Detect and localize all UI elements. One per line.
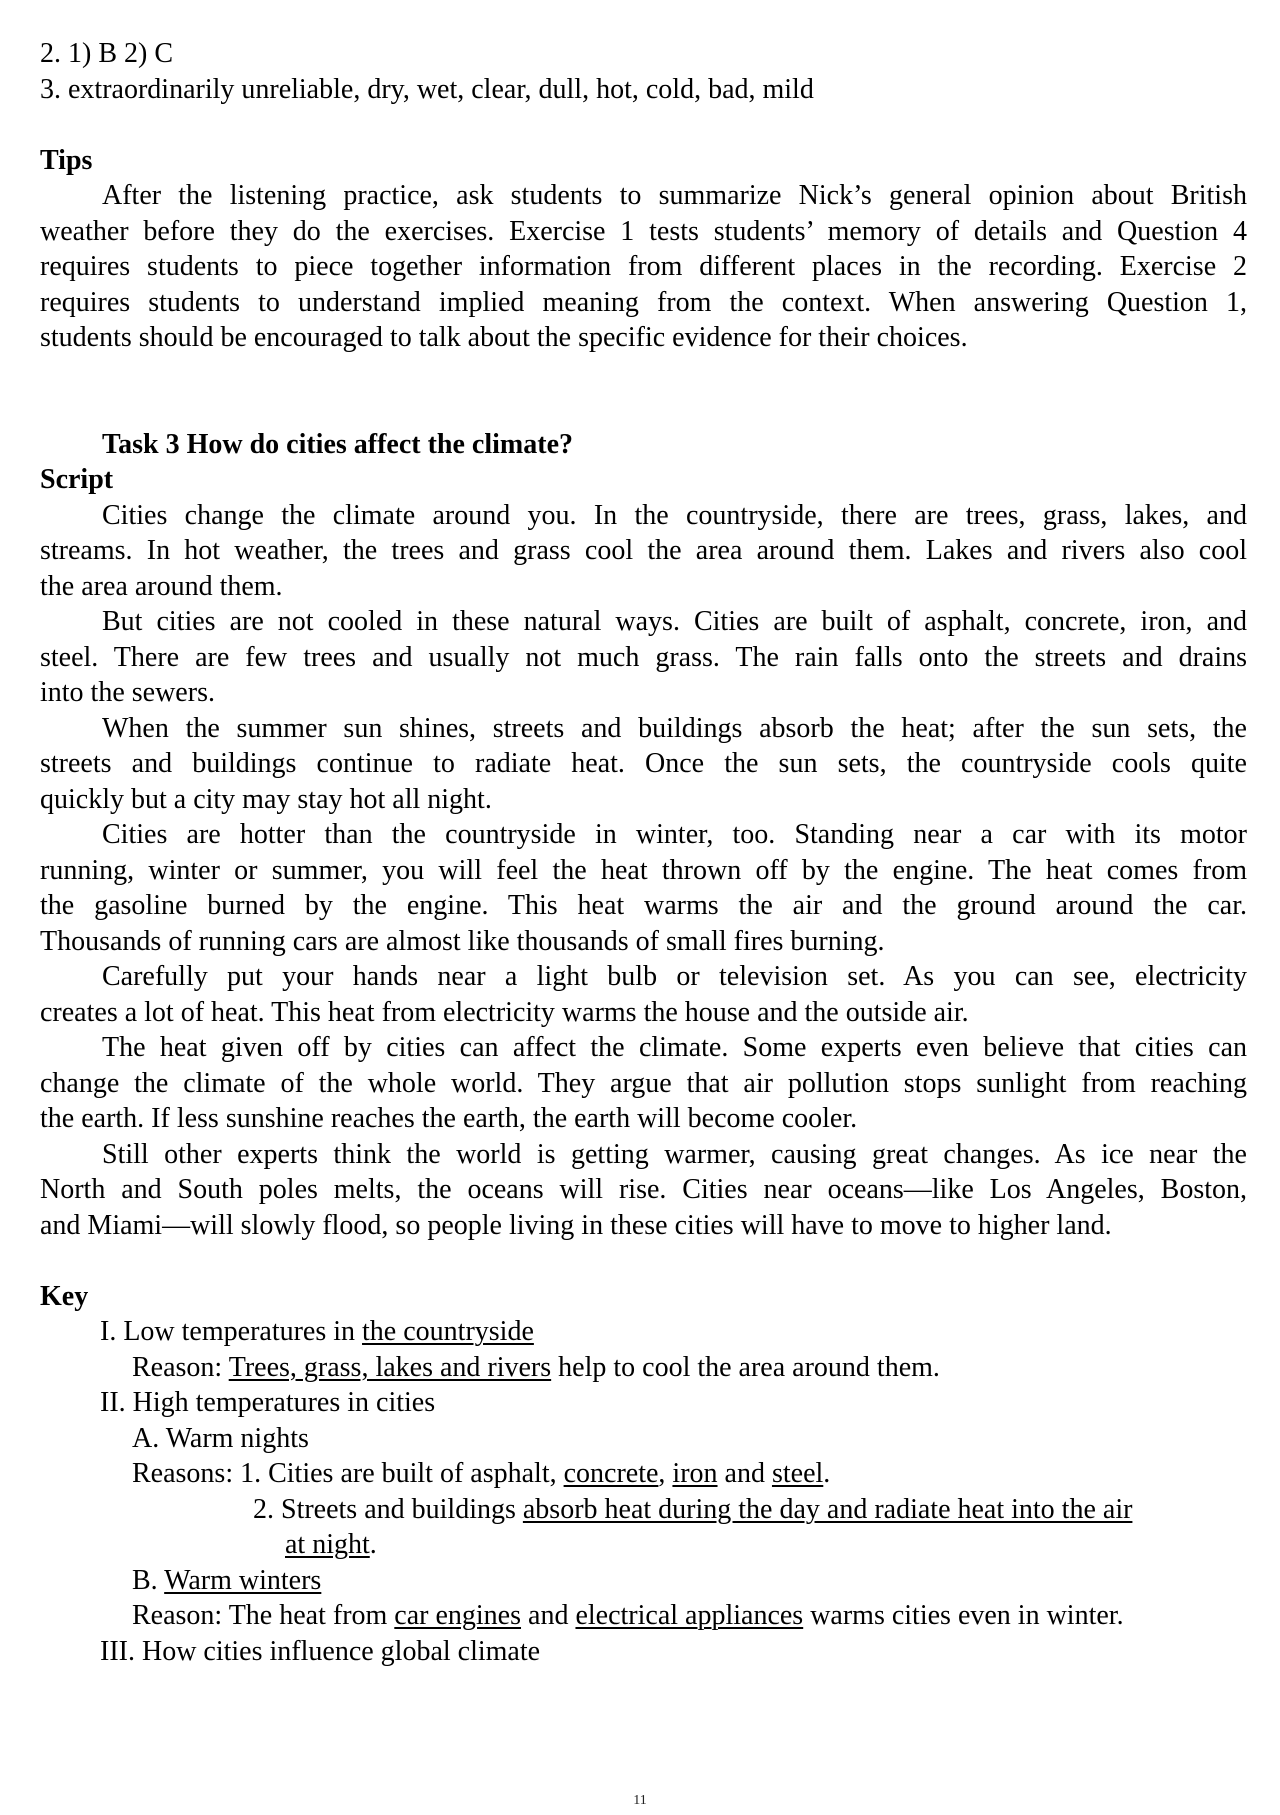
page-number: 11 (633, 1793, 647, 1808)
tips-line: requires students to understand implied meaning from the context. When answering Question 1, (40, 286, 1247, 318)
task-heading: Task 3 How do cities affect the climate? (102, 428, 573, 460)
key-item-ii-a-reason-2 (40, 1492, 1247, 1528)
spacer (40, 356, 1247, 427)
script-line: the area around them. (40, 570, 283, 602)
tips-line: students should be encouraged to talk about the specific evidence for their choices. (40, 322, 968, 353)
script-line: But cities are not cooled in these natural ways. Cities are built of asphalt, concrete, iron, and (102, 606, 1247, 637)
tips-paragraph (40, 178, 1247, 356)
reason-2-text: 2. Streets and buildings (253, 1493, 523, 1525)
key-answer-steel: steel (771, 1458, 824, 1489)
script-line: Thousands of running cars are almost like thousands of small fires burning. (40, 925, 885, 957)
script-line: The heat given off by cities can affect the climate. Some experts even believe that cities can (102, 1032, 1247, 1063)
document-page (40, 36, 1247, 1669)
script-paragraph (40, 604, 1247, 711)
script-line: Cities are hotter than the countryside in winter, too. Standing near a car with its motor (102, 819, 1247, 850)
key-answer-at-night: at night (285, 1529, 370, 1560)
script-body (40, 498, 1247, 1244)
reasons-text: Reasons: 1. Cities are built of asphalt, (132, 1458, 564, 1489)
script-paragraph (40, 711, 1247, 818)
tips-line: After the listening practice, ask students to summarize Nick’s general opinion about British (102, 180, 1247, 211)
key-item-ii-b-reason (40, 1598, 1247, 1634)
script-paragraph (40, 1137, 1247, 1244)
key-item-ii-a-reason-1 (40, 1456, 1247, 1492)
script-line: steel. There are few trees and usually not much grass. The rain falls onto the streets and drains (40, 641, 1247, 673)
reason-suffix: help to cool the area around them. (551, 1351, 940, 1383)
script-line: North and South poles melts, the oceans will rise. Cities near oceans—like Los Angeles, Boston, (40, 1174, 1247, 1205)
script-line: the gasoline burned by the engine. This heat warms the air and the ground around the car. (40, 890, 1247, 921)
spacer (40, 1243, 1247, 1279)
key-answer-absorb-radiate: absorb heat during the day and radiate heat into the air (522, 1493, 1133, 1525)
key-item-ii: II. High temperatures in cities (100, 1387, 436, 1418)
script-line: running, winter or summer, you will feel the heat thrown off by the engine. The heat comes from (40, 854, 1247, 886)
tips-line: weather before they do the exercises. Exercise 1 tests students’ memory of details and Question 4 (40, 215, 1247, 247)
separator: and (717, 1458, 772, 1489)
script-paragraph (40, 1030, 1247, 1137)
key-item-iii: III. How cities influence global climate (100, 1635, 541, 1667)
key-answer-warm-winters: Warm winters (164, 1564, 322, 1596)
reason-suffix: warms cities even in winter. (803, 1600, 1124, 1631)
key-answer-trees: Trees, grass, lakes and rivers (228, 1351, 552, 1383)
key-answer-concrete: concrete (563, 1458, 659, 1489)
tips-line: requires students to piece together information from different places in the recording. Exercise 2 (40, 251, 1247, 282)
script-line: Carefully put your hands near a light bulb or television set. As you can see, electricity (102, 961, 1247, 992)
key-item-ii-a: A. Warm nights (132, 1422, 309, 1454)
period: . (823, 1458, 831, 1489)
period: . (369, 1529, 377, 1560)
reason-text: Reason: The heat from (132, 1600, 395, 1631)
key-answer-electrical-appliances: electrical appliances (575, 1600, 804, 1631)
script-line: creates a lot of heat. This heat from electricity warms the house and the outside air. (40, 996, 969, 1028)
script-line: When the summer sun shines, streets and buildings absorb the heat; after the sun sets, the (102, 712, 1247, 744)
script-paragraph (40, 959, 1247, 1030)
script-line: into the sewers. (40, 677, 215, 708)
key-item-ii-b (40, 1563, 1247, 1599)
script-line: and Miami—will slowly flood, so people living in these cities will have to move to higher land. (40, 1209, 1112, 1241)
script-paragraph (40, 817, 1247, 959)
separator: , (658, 1458, 673, 1489)
script-heading: Script (40, 464, 114, 495)
item-label: B. (132, 1564, 165, 1596)
script-line: Cities change the climate around you. In the countryside, there are trees, grass, lakes, and (102, 499, 1247, 531)
script-line: change the climate of the whole world. They argue that air pollution stops sunlight from reaching (40, 1067, 1247, 1099)
answer-line-2: 2. 1) B 2) C (40, 38, 173, 69)
script-line: Still other experts think the world is getting warmer, causing great changes. As ice near the (102, 1138, 1247, 1170)
separator: and (521, 1600, 576, 1631)
tips-heading: Tips (40, 144, 93, 176)
script-line: quickly but a city may stay hot all night. (40, 783, 492, 815)
script-line: streams. In hot weather, the trees and grass cool the area around them. Lakes and rivers also cool (40, 535, 1247, 566)
key-item-ii-a-reason-2-cont (40, 1527, 1247, 1563)
spacer (40, 107, 1247, 143)
key-item-i-text: I. Low temperatures in (100, 1316, 363, 1347)
key-answer-iron: iron (672, 1458, 718, 1489)
script-line: the earth. If less sunshine reaches the earth, the earth will become cooler. (40, 1103, 858, 1134)
reason-label: Reason: (132, 1351, 229, 1383)
key-item-i (40, 1314, 1247, 1350)
answer-line-3: 3. extraordinarily unreliable, dry, wet, clear, dull, hot, cold, bad, mild (40, 73, 814, 105)
key-heading: Key (40, 1280, 89, 1312)
key-answer-countryside: the countryside (362, 1316, 534, 1347)
key-item-i-reason (40, 1350, 1247, 1386)
script-line: streets and buildings continue to radiate heat. Once the sun sets, the countryside cools quite (40, 748, 1247, 779)
script-paragraph (40, 498, 1247, 605)
key-answer-car-engines: car engines (394, 1600, 522, 1631)
